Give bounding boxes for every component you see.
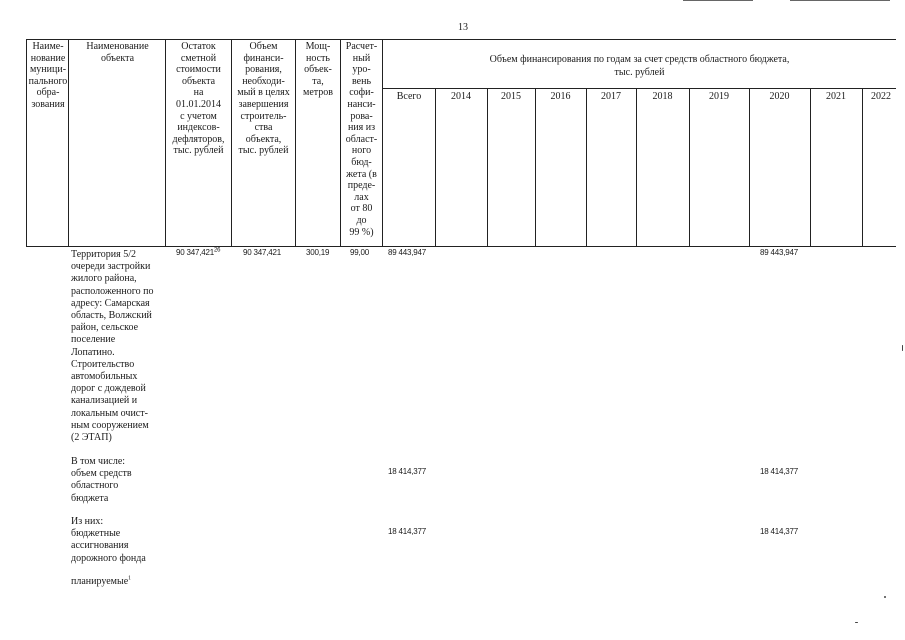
- header-year-2016: 2016: [550, 91, 571, 102]
- header-year-2020: 2020: [769, 91, 790, 102]
- header-funding-required: Объем финанси- рования, необходи- мый в целях завершения строитель- ства объекта, тыс. рублей: [237, 41, 290, 157]
- col-divider: [586, 88, 587, 247]
- scan-speck: [884, 596, 886, 598]
- col-divider: [636, 88, 637, 247]
- including-total-cell: 18 414,377: [388, 467, 427, 476]
- funding-required-cell: 90 347,421: [243, 248, 282, 257]
- scan-speck: [855, 622, 858, 623]
- header-object-name: Наименование объекта: [86, 41, 149, 64]
- header-year-2015: 2015: [501, 91, 521, 102]
- including-label: В том числе: объем средств областного бюджета: [71, 456, 132, 504]
- col-divider: [535, 88, 536, 247]
- object-name-cell: Территория 5/2 очереди застройки жилого района, расположенного по адресу: Самарская область, Волжский район, сельское поселение Лопатино. Строительство автомобильных дорог с дождевой канализацией и локальным очист- ным сооружением (2 ЭТАП): [71, 249, 154, 444]
- page-number: 13: [458, 22, 468, 33]
- scan-mark: [790, 0, 890, 1]
- header-bottom-border: [26, 246, 896, 247]
- header-year-2018: 2018: [652, 91, 673, 102]
- header-cofinancing-level: Расчет- ный уро- вень софи- нанси- рова- ния из област- ного бюд- жета (в преде- лах от 80 до 99 %): [345, 41, 378, 238]
- header-municipality: Наиме- нование муници- пального обра- зования: [28, 41, 68, 110]
- planned-text: планируемые: [71, 576, 129, 587]
- footnote-mark: 26: [214, 247, 221, 254]
- header-year-2022: 2022: [871, 91, 891, 102]
- planned-label: [71, 576, 171, 588]
- planned-footnote-mark: 1: [128, 575, 132, 582]
- total-cell: 89 443,947: [388, 248, 427, 257]
- of-which-2020-cell: 18 414,377: [760, 527, 799, 536]
- col-divider: [487, 88, 488, 247]
- scan-speck: [902, 345, 903, 351]
- header-year-2017: 2017: [601, 91, 621, 102]
- header-year-2019: 2019: [709, 91, 729, 102]
- remaining-cost-value: 90 347,421: [176, 248, 215, 257]
- remaining-cost-cell: [176, 248, 220, 257]
- of-which-label: Из них: бюджетные ассигнования дорожного фонда: [71, 516, 146, 564]
- header-capacity: Мощ- ность объек- та, метров: [303, 41, 333, 99]
- of-which-total-cell: 18 414,377: [388, 527, 427, 536]
- scan-mark: [683, 0, 753, 1]
- funding-title-divider: [382, 88, 896, 89]
- capacity-cell: 300,19: [306, 248, 330, 257]
- header-year-2014: 2014: [451, 91, 471, 102]
- col-divider: [810, 88, 811, 247]
- col-divider: [435, 88, 436, 247]
- header-remaining-cost: Остаток сметной стоимости объекта на 01.01.2014 с учетом индексов- дефляторов, тыс. рублей: [172, 41, 225, 157]
- year-2020-cell: 89 443,947: [760, 248, 799, 257]
- header-funding-title: Объем финансирования по годам за счет средств областного бюджета, тыс. рублей: [489, 54, 790, 78]
- cofinancing-level-cell: 99,00: [350, 248, 370, 257]
- header-total: Всего: [396, 91, 422, 102]
- including-2020-cell: 18 414,377: [760, 467, 799, 476]
- table-top-border: [26, 39, 896, 40]
- col-divider: [689, 88, 690, 247]
- col-divider: [749, 88, 750, 247]
- col-divider: [862, 88, 863, 247]
- header-year-2021: 2021: [826, 91, 846, 102]
